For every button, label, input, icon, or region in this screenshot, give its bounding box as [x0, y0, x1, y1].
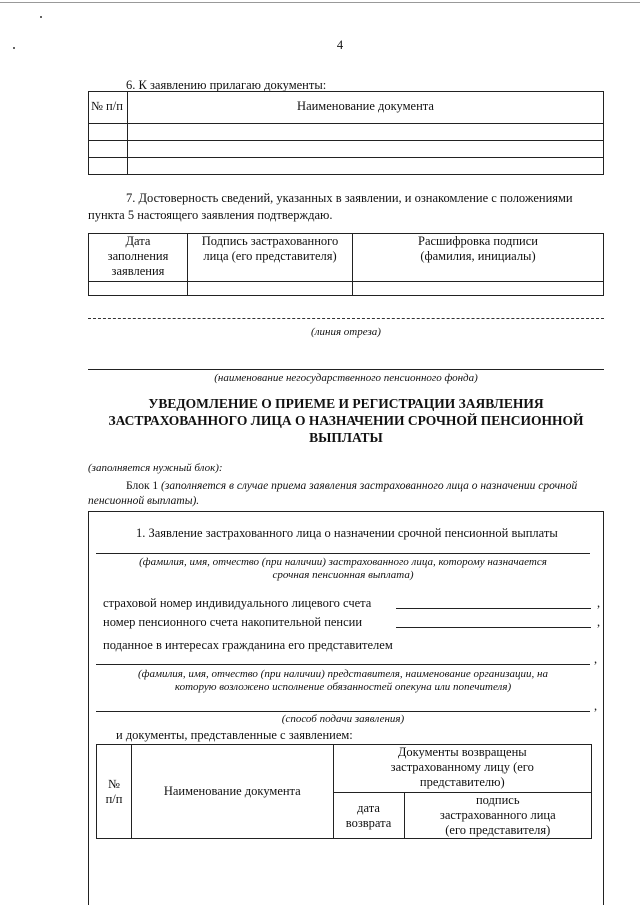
snils-field-line — [396, 608, 591, 609]
fill-note: (заполняется нужный блок): — [88, 462, 223, 474]
submission-method-line — [96, 711, 590, 712]
signature-header: Подпись застрахованного лица (его представителя) — [188, 234, 353, 282]
cut-line-caption: (линия отреза) — [311, 326, 381, 338]
block1-label: Блок 1 — [126, 480, 159, 492]
col-number-header: № п/п — [89, 92, 128, 124]
pension-account-comma: , — [597, 615, 601, 629]
table-row — [89, 158, 604, 175]
block1-note-1: (заполняется в случае приема заявления застрахованного лица о назначении срочной — [161, 480, 578, 492]
pension-account-label: номер пенсионного счета накопительной пенсии — [103, 615, 363, 629]
fund-name-caption: (наименование негосударственного пенсионного фонда) — [214, 372, 478, 384]
confirmation-table — [88, 233, 604, 296]
return-date-header: дата возврата — [333, 793, 404, 839]
submission-method-comma: , — [594, 699, 598, 713]
pension-account-field-line — [396, 627, 591, 628]
submitted-docs-table — [96, 744, 592, 839]
representative-comma: , — [594, 652, 598, 666]
insured-fio-caption: (фамилия, имя, отчество (при наличии) застрахованного лица, которому назначается срочная пенсионная выплата) — [139, 556, 547, 581]
docs-name-header: Наименование документа — [132, 745, 334, 839]
section6-text: 6. К заявлению прилагаю документы: — [126, 78, 327, 92]
section7-line2: пункта 5 настоящего заявления подтверждаю. — [88, 208, 333, 222]
representative-line — [96, 664, 590, 665]
scan-dot — [40, 16, 42, 18]
representative-caption: (фамилия, имя, отчество (при наличии) представителя, наименование организации, на которую возложено исполнение обязанностей опекуна или попечителя) — [138, 668, 548, 693]
date-header: Дата заполнения заявления — [89, 234, 188, 282]
representative-label: поданное в интересах гражданина его представителем — [103, 638, 393, 652]
notice-title: УВЕДОМЛЕНИЕ О ПРИЕМЕ И РЕГИСТРАЦИИ ЗАЯВЛЕНИЯ ЗАСТРАХОВАННОГО ЛИЦА О НАЗНАЧЕНИИ СРОЧНОЙ ПЕНСИОННОЙ ВЫПЛАТЫ — [108, 396, 584, 445]
col-doc-name-header: Наименование документа — [128, 92, 604, 124]
scan-dot — [13, 47, 15, 49]
snils-comma: , — [597, 596, 601, 610]
fund-name-line — [88, 369, 604, 370]
attachments-table — [88, 91, 604, 175]
application-title: 1. Заявление застрахованного лица о назначении срочной пенсионной выплаты — [136, 526, 558, 540]
docs-intro: и документы, представленные с заявлением: — [116, 728, 353, 742]
table-row — [89, 282, 604, 296]
page-number: 4 — [336, 38, 344, 52]
section7-line1: 7. Достоверность сведений, указанных в заявлении, и ознакомление с положениями — [126, 191, 573, 205]
docs-returned-header: Документы возвращены застрахованному лицу (его представителю) — [333, 745, 591, 793]
submission-method-caption: (способ подачи заявления) — [281, 713, 405, 725]
block1-note-2: пенсионной выплаты). — [88, 495, 200, 507]
return-signature-header: подпись застрахованного лица (его представителя) — [404, 793, 591, 839]
signature-decode-header: Расшифровка подписи (фамилия, инициалы) — [353, 234, 604, 282]
insured-fio-line — [96, 553, 590, 554]
docs-number-header: № п/п — [97, 745, 132, 839]
table-row — [89, 141, 604, 158]
cut-line — [88, 318, 604, 319]
snils-label: страховой номер индивидуального лицевого счета — [103, 596, 372, 610]
block1-heading — [88, 479, 604, 509]
top-border-line — [0, 2, 640, 3]
table-row — [89, 124, 604, 141]
